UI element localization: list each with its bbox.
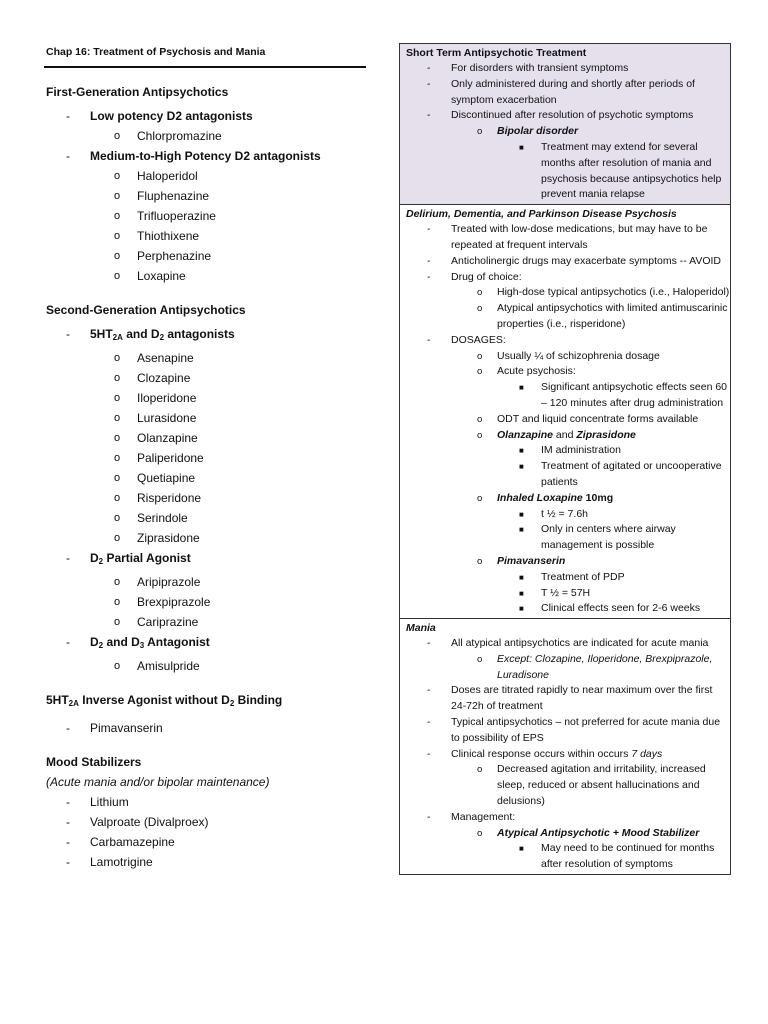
list-item: o Brexpiprazole [114, 595, 211, 609]
d2-partial-agonist-heading: - $D_2$ Partial Agonist [66, 551, 191, 566]
first-gen-heading: First-Generation Antipsychotics [46, 85, 229, 99]
list-item: o Pimavanserin [477, 554, 566, 567]
d2-d3-antagonist-heading: - $D_2$ and $D_3$ Antagonist [66, 635, 210, 650]
5ht2a-d2-antagonists-heading: - $5HT_{2A}$ and $D_2$ antagonists [66, 327, 235, 342]
list-item: o Ziprasidone [114, 531, 200, 545]
list-item: ■ IM administration [519, 444, 621, 457]
list-item: - Treated with low-dose medications, but may have to be repeated at frequent intervals [427, 223, 708, 251]
title-rule [44, 66, 366, 68]
inverse-agonist-heading: $5HT_{2A}$ Inverse Agonist without $D_2$ Binding [46, 693, 283, 708]
list-item: - Carbamazepine [66, 835, 175, 849]
list-item: o Paliperidone [114, 451, 204, 465]
list-item: o Decreased agitation and irritability, increased sleep, reduced or absent hallucinations and delusions) [477, 763, 706, 808]
list-item: - Lithium [66, 795, 129, 809]
list-item: o Chlorpromazine [114, 129, 222, 143]
list-item: - Lamotrigine [66, 855, 153, 869]
chapter-title: Chap 16: Treatment of Psychosis and Mania [46, 46, 266, 58]
list-item: o Haloperidol [114, 169, 198, 183]
list-item: o Usually ¼ of schizophrenia dosage [477, 349, 660, 362]
list-item: - Typical antipsychotics – not preferred for acute mania due to possibility of EPS [427, 716, 721, 744]
mood-stabilizers-subheading: (Acute mania and/or bipolar maintenance) [46, 775, 270, 789]
list-item: o Iloperidone [114, 391, 197, 405]
list-item: o Aripiprazole [114, 575, 201, 589]
second-gen-heading: Second-Generation Antipsychotics [46, 303, 246, 317]
list-item: - Drug of choice: [427, 270, 522, 283]
list-item: o Amisulpride [114, 659, 200, 673]
list-item: ■ t ½ = 7.6h [519, 507, 588, 520]
section-title: Mania [406, 622, 436, 635]
list-item: - Doses are titrated rapidly to near maximum over the first 24-72h of treatment [427, 684, 713, 713]
list-item: - Discontinued after resolution of psychotic symptoms [427, 109, 694, 122]
list-item: ■ Treatment of PDP [519, 570, 625, 583]
list-item: o Loxapine [114, 269, 186, 283]
list-item: - Management: [427, 810, 516, 823]
list-item: - All atypical antipsychotics are indicated for acute mania [427, 637, 709, 650]
list-item: o High-dose typical antipsychotics (i.e., Haloperidol) [477, 286, 730, 299]
med-potency-heading: - Medium-to-High Potency D2 antagonists [66, 149, 321, 163]
section-title: Delirium, Dementia, and Parkinson Disease Psychosis [406, 208, 677, 221]
list-item: - Pimavanserin [66, 721, 163, 735]
list-item: o Serindole [114, 511, 188, 525]
list-item: ■ Clinical effects seen for 2-6 weeks [519, 602, 701, 615]
mania-section [400, 619, 730, 874]
list-item: o Cariprazine [114, 615, 199, 629]
list-item: ■ Significant antipsychotic effects seen 60 – 120 minutes after drug administration [519, 381, 728, 409]
list-item: o Asenapine [114, 351, 194, 365]
list-item: o Bipolar disorder [477, 125, 579, 138]
list-item: ■ Treatment of agitated or uncooperative patients [519, 460, 722, 488]
list-item: o Fluphenazine [114, 189, 210, 203]
right-column-table [399, 43, 731, 875]
list-item: - Clinical response occurs within occurs 7 days [427, 747, 663, 760]
list-item: o Except: Clozapine, Iloperidone, Brexpiprazole, Luradisone [477, 652, 713, 681]
list-item: o Inhaled Loxapine 10mg [477, 491, 614, 504]
list-item: o Perphenazine [114, 249, 212, 263]
list-item: ■ T ½ = 57H [519, 586, 591, 599]
list-item: ■ May need to be continued for months after resolution of symptoms [519, 842, 715, 871]
list-item: o Quetiapine [114, 471, 196, 485]
list-item: o Thiothixene [114, 229, 200, 243]
left-column [44, 40, 366, 872]
list-item: o Trifluoperazine [114, 209, 216, 223]
list-item: - Anticholinergic drugs may exacerbate symptoms -- AVOID [427, 254, 721, 267]
list-item: - For disorders with transient symptoms [427, 62, 629, 74]
list-item: o Clozapine [114, 371, 191, 385]
list-item: o Atypical Antipsychotic + Mood Stabilizer [477, 826, 700, 839]
list-item: o Atypical antipsychotics with limited antimuscarinic properties (i.e., risperidone) [477, 302, 728, 330]
list-item: - Only administered during and shortly after periods of symptom exacerbation [427, 77, 695, 106]
list-item: - DOSAGES: [427, 333, 506, 346]
list-item: o Olanzapine [114, 431, 198, 445]
section-title: Short Term Antipsychotic Treatment [406, 47, 587, 59]
list-item: o Olanzapine and Ziprasidone [477, 428, 636, 441]
delirium-section [400, 205, 730, 619]
list-item: ■ Only in centers where airway management is possible [519, 523, 676, 552]
list-item: o ODT and liquid concentrate forms available [477, 412, 699, 425]
list-item: o Lurasidone [114, 411, 197, 425]
low-potency-heading: - Low potency D2 antagonists [66, 109, 253, 123]
list-item: ■ Treatment may extend for several months after resolution of mania and psychosis because antipsychotics help prevent mania relapse [519, 140, 722, 201]
short-term-section [400, 44, 730, 205]
list-item: o Acute psychosis: [477, 365, 576, 378]
mood-stabilizers-heading: Mood Stabilizers [46, 755, 142, 769]
list-item: o Risperidone [114, 491, 202, 505]
list-item: - Valproate (Divalproex) [66, 815, 209, 829]
